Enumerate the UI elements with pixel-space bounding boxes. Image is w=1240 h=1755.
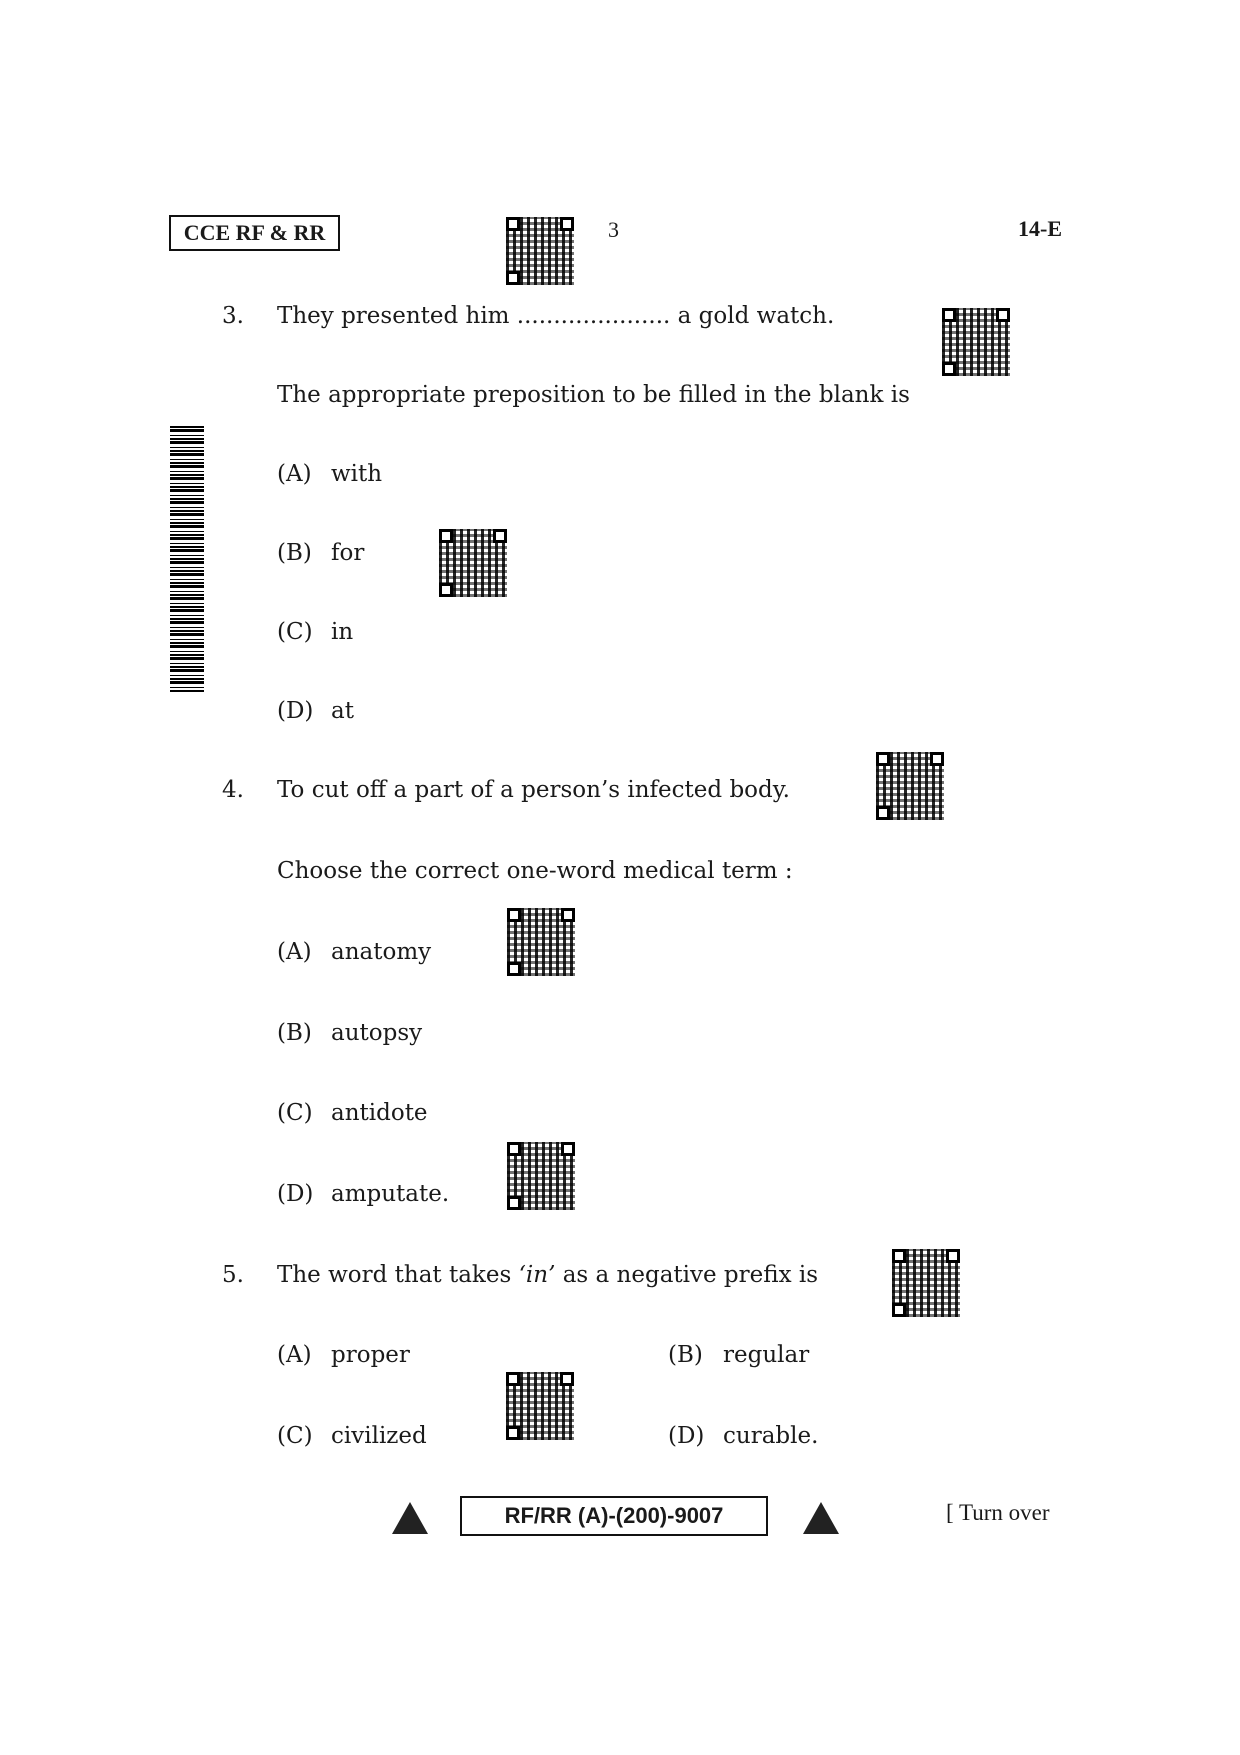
option-label: (B) (277, 1020, 312, 1046)
option-label: (C) (277, 1423, 313, 1449)
stem-text: The word that takes (277, 1262, 519, 1288)
option-label: (A) (277, 1342, 312, 1368)
option-text: for (331, 540, 365, 566)
option-label: (D) (277, 1181, 314, 1207)
qr-code-icon (507, 908, 575, 976)
page-number: 3 (608, 217, 619, 242)
question-number: 3. (222, 303, 244, 329)
option-label: (C) (277, 1100, 313, 1126)
question-instruction: Choose the correct one-word medical term : (277, 858, 793, 884)
triangle-icon (392, 1502, 428, 1534)
option-text: antidote (331, 1100, 428, 1126)
question-number: 4. (222, 777, 244, 803)
question-number: 5. (222, 1262, 244, 1288)
question-instruction: The appropriate preposition to be filled in the blank is (277, 382, 910, 408)
barcode-icon (170, 424, 204, 692)
option-label: (C) (277, 619, 313, 645)
option-label: (A) (277, 461, 312, 487)
turn-over-text: [ Turn over (946, 1500, 1050, 1525)
triangle-icon (803, 1502, 839, 1534)
option-text: with (331, 461, 383, 487)
option-text: proper (331, 1342, 410, 1368)
option-label: (B) (277, 540, 312, 566)
qr-code-icon (892, 1249, 960, 1317)
option-text: in (331, 619, 354, 645)
option-text: regular (723, 1342, 810, 1368)
question-stem: To cut off a part of a person’s infected body. (277, 777, 790, 803)
option-label: (B) (668, 1342, 703, 1368)
paper-code-box: CCE RF & RR (169, 215, 340, 251)
qr-code-icon (876, 752, 944, 820)
qr-code-icon (506, 217, 574, 285)
qr-code-icon (506, 1372, 574, 1440)
subject-code: 14-E (1018, 216, 1062, 241)
stem-italic-text: ‘in’ (518, 1262, 556, 1288)
question-stem (277, 1260, 818, 1290)
question-stem: They presented him ..................... a gold watch. (277, 303, 835, 329)
option-label: (D) (668, 1423, 705, 1449)
option-label: (D) (277, 698, 314, 724)
footer-code-box: RF/RR (A)-(200)-9007 (460, 1496, 768, 1536)
option-label: (A) (277, 939, 312, 965)
option-text: curable. (723, 1423, 819, 1449)
stem-text: as a negative prefix is (555, 1262, 819, 1288)
option-text: amputate. (331, 1181, 450, 1207)
option-text: civilized (331, 1423, 427, 1449)
option-text: autopsy (331, 1020, 423, 1046)
option-text: anatomy (331, 939, 432, 965)
qr-code-icon (942, 308, 1010, 376)
option-text: at (331, 698, 354, 724)
qr-code-icon (507, 1142, 575, 1210)
qr-code-icon (439, 529, 507, 597)
